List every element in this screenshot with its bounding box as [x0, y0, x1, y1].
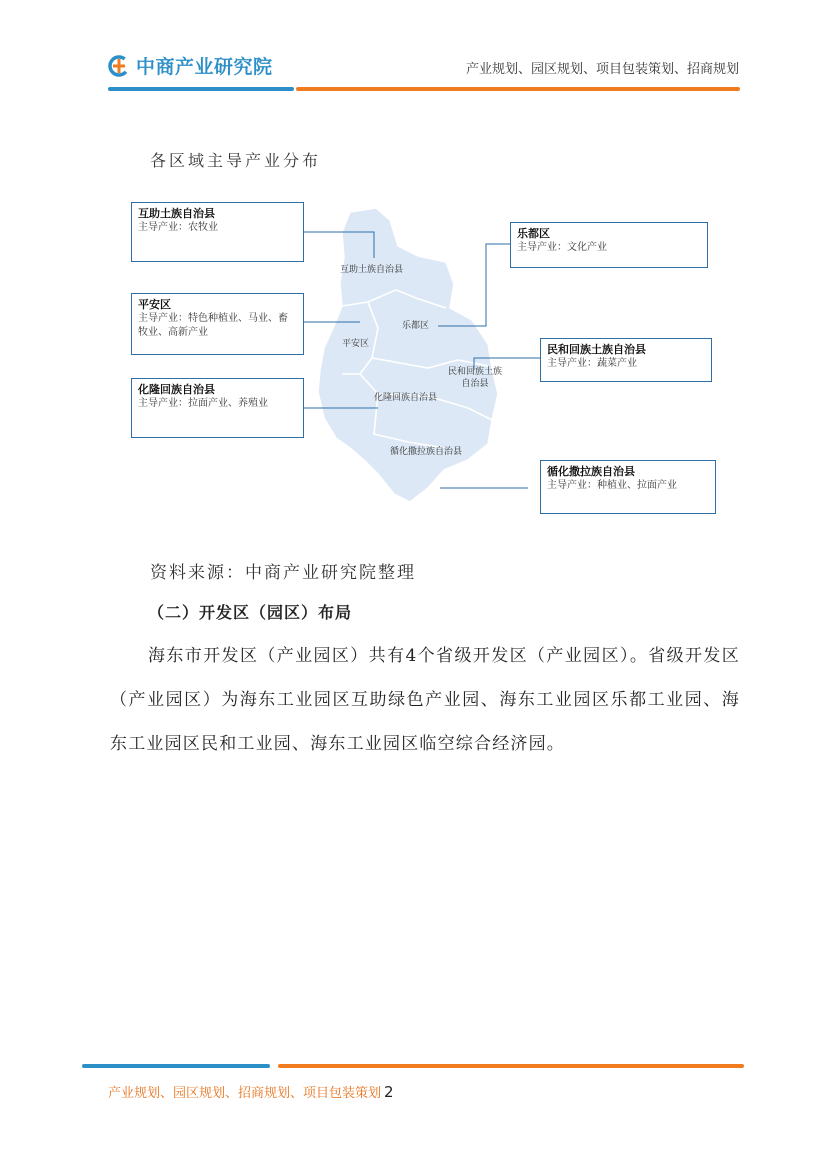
figure-source: 资料来源：中商产业研究院整理 — [150, 563, 416, 583]
infobox-title: 民和回族土族自治县 — [547, 343, 646, 356]
infobox-title: 平安区 — [138, 298, 171, 311]
infobox-ledu — [510, 222, 708, 268]
map-label-minhe: 民和回族土族 自治县 — [447, 367, 502, 389]
infobox-title: 互助土族自治县 — [138, 207, 215, 220]
infobox-pingan — [131, 293, 304, 355]
section-heading: （二）开发区（园区）布局 — [148, 603, 353, 622]
infobox-title: 化隆回族自治县 — [138, 383, 215, 396]
footer-text: 产业规划、园区规划、招商规划、项目包装策划 — [108, 1086, 382, 1101]
infobox-title: 乐都区 — [517, 227, 550, 240]
footer-divider-orange — [278, 1064, 744, 1068]
logo-text: 中商产业研究院 — [136, 56, 273, 78]
infobox-desc: 主导产业：蔬菜产业 — [547, 358, 637, 369]
figure-caption: 各区域主导产业分布 — [150, 151, 322, 170]
map-label-hualong: 化隆回族自治县 — [374, 393, 438, 403]
infobox-xunhua — [540, 460, 716, 514]
body-paragraph: 海东市开发区（产业园区）共有4个省级开发区（产业园区）。省级开发区（产业园区）为海东工业园区互助绿色产业园、海东工业园区乐都工业园、海东工业园区民和工业园、海东工业园区临空综合经济园。 — [110, 646, 740, 754]
infobox-minhe — [540, 338, 712, 382]
map-label-xunhua: 循化撒拉族自治县 — [390, 447, 463, 457]
infobox-title: 循化撒拉族自治县 — [547, 465, 635, 478]
infobox-desc: 主导产业：农牧业 — [138, 222, 218, 233]
footer-divider-blue — [82, 1064, 270, 1068]
region-map-figure — [128, 198, 720, 518]
infobox-hualong — [131, 378, 304, 438]
infobox-desc: 主导产业：特色种植业、马业、畜牧业、高新产业 — [138, 313, 288, 338]
map-label-huzhu: 互助土族自治县 — [340, 265, 404, 275]
infobox-desc: 主导产业：拉面产业、养殖业 — [138, 398, 268, 409]
header-divider-orange — [296, 87, 740, 91]
header-divider-blue — [108, 87, 294, 91]
map-label-ledu: 乐都区 — [402, 321, 430, 331]
logo-mark-icon — [108, 55, 130, 77]
page-number: 2 — [384, 1083, 394, 1101]
footer — [108, 1082, 394, 1101]
infobox-huzhu — [131, 202, 304, 262]
header-tagline: 产业规划、园区规划、项目包装策划、招商规划 — [465, 62, 739, 77]
infobox-desc: 主导产业：文化产业 — [517, 242, 607, 253]
logo — [108, 52, 273, 79]
infobox-desc: 主导产业：种植业、拉面产业 — [547, 480, 677, 491]
map-label-pingan: 平安区 — [342, 339, 370, 349]
